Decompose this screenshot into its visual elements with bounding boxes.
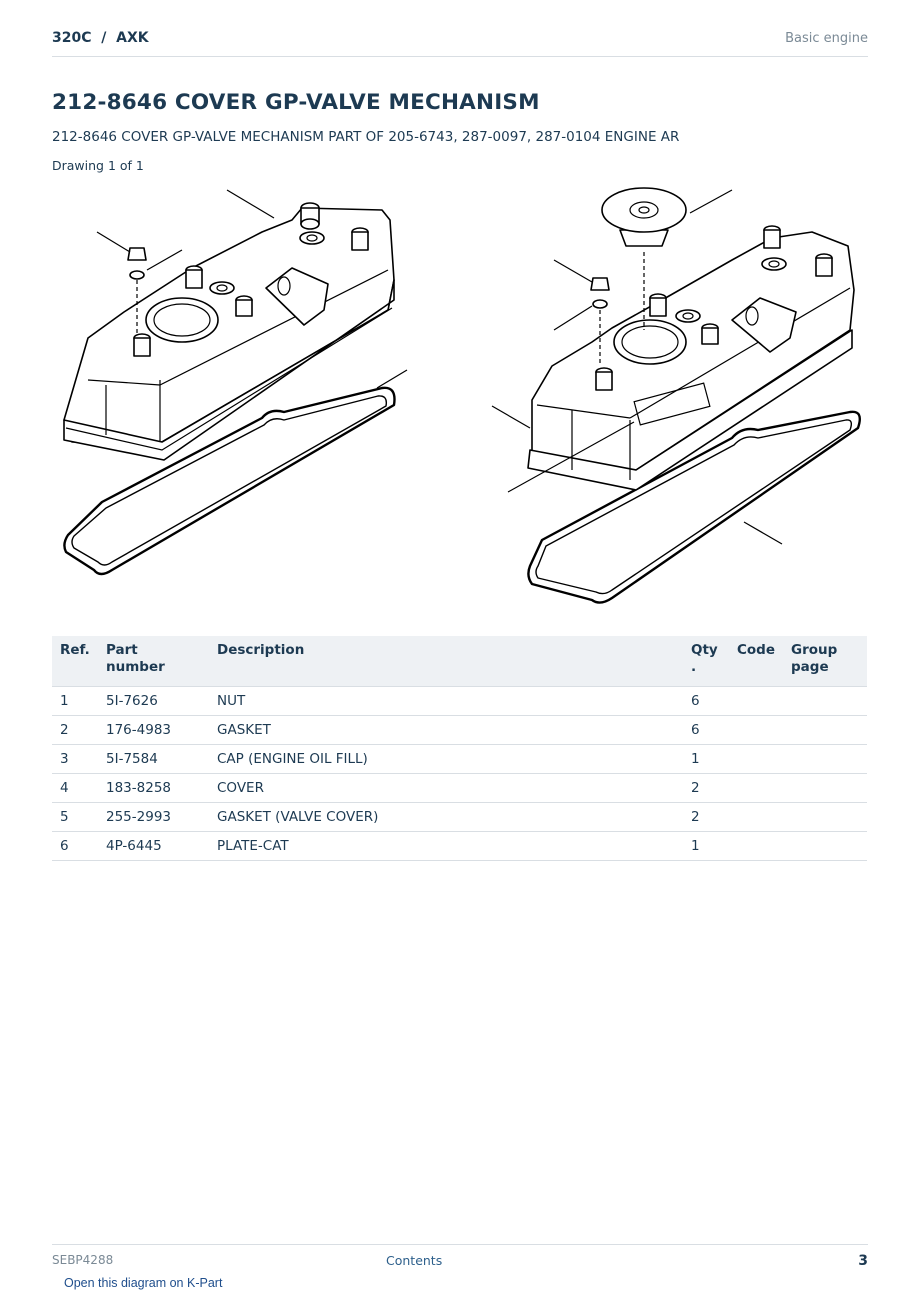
cell-description: CAP (ENGINE OIL FILL) [209, 745, 683, 774]
cell-part-number: 176-4983 [98, 716, 209, 745]
cell-description: GASKET (VALVE COVER) [209, 803, 683, 832]
drawing-label: Drawing 1 of 1 [52, 158, 144, 173]
cell-part-number: 4P-6445 [98, 832, 209, 861]
cell-code [729, 687, 783, 716]
cell-qty: 1 [683, 832, 729, 861]
cell-part-number: 5I-7626 [98, 687, 209, 716]
table-row [52, 803, 867, 832]
cell-qty: 6 [683, 687, 729, 716]
cell-qty: 2 [683, 774, 729, 803]
cell-description: NUT [209, 687, 683, 716]
contents-link[interactable]: Contents [386, 1253, 443, 1268]
cell-part-number: 183-8258 [98, 774, 209, 803]
cell-ref: 3 [52, 745, 98, 774]
document-number: SEBP4288 [52, 1253, 114, 1267]
cell-part-number: 5I-7584 [98, 745, 209, 774]
cell-qty: 1 [683, 745, 729, 774]
cell-ref: 5 [52, 803, 98, 832]
page-subtitle: 212-8646 COVER GP-VALVE MECHANISM PART OF 205-6743, 287-0097, 287-0104 ENGINE AR [52, 129, 680, 145]
cell-description: COVER [209, 774, 683, 803]
cell-code [729, 716, 783, 745]
page-footer [52, 1244, 868, 1275]
cell-group-page [783, 803, 867, 832]
cell-ref: 2 [52, 716, 98, 745]
parts-table [52, 636, 867, 861]
table-header-row [52, 636, 867, 687]
table-row [52, 774, 867, 803]
cell-description: PLATE-CAT [209, 832, 683, 861]
page-number: 3 [858, 1253, 868, 1269]
page-header [52, 28, 868, 57]
model-breadcrumb: 320C / AXK [52, 30, 149, 46]
cell-qty: 6 [683, 716, 729, 745]
cell-code [729, 745, 783, 774]
col-header-group-page: Group page [783, 636, 867, 687]
table-row [52, 745, 867, 774]
cell-ref: 6 [52, 832, 98, 861]
cell-code [729, 803, 783, 832]
col-header-code: Code [729, 636, 783, 687]
cell-ref: 1 [52, 687, 98, 716]
table-row [52, 687, 867, 716]
col-header-ref: Ref. [52, 636, 98, 687]
cell-description: GASKET [209, 716, 683, 745]
left-cover-diagram [64, 190, 407, 460]
cell-part-number: 255-2993 [98, 803, 209, 832]
col-header-part-number: Part number [98, 636, 209, 687]
parts-diagram [52, 180, 868, 610]
section-label: Basic engine [785, 31, 868, 46]
cell-group-page [783, 687, 867, 716]
table-row [52, 716, 867, 745]
col-header-qty: Qty . [683, 636, 729, 687]
cell-code [729, 832, 783, 861]
cell-code [729, 774, 783, 803]
cell-group-page [783, 745, 867, 774]
cell-ref: 4 [52, 774, 98, 803]
cell-qty: 2 [683, 803, 729, 832]
page-title: 212-8646 COVER GP-VALVE MECHANISM [52, 90, 540, 115]
cell-group-page [783, 774, 867, 803]
right-cover-diagram [492, 188, 854, 544]
table-row [52, 832, 867, 861]
cell-group-page [783, 832, 867, 861]
col-header-description: Description [209, 636, 683, 687]
cell-group-page [783, 716, 867, 745]
kpart-diagram-link[interactable]: Open this diagram on K-Part [64, 1276, 223, 1290]
